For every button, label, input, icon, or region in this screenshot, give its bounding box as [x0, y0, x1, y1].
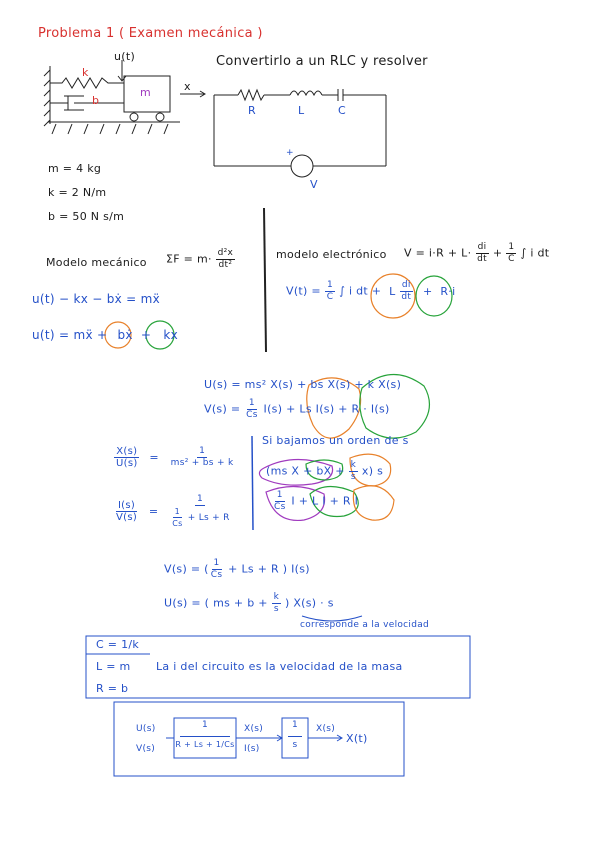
spring-label: k: [82, 66, 89, 79]
tf-2: $\frac{I(s)}{V(s)}$ = 1 $\frac{1}{Cs}$ + Ls + R: [116, 494, 230, 528]
block-output: X(t): [346, 732, 368, 745]
block-mid-top: X(s): [244, 724, 264, 734]
lower-order-label: Si bajamos un orden de s: [262, 434, 409, 447]
spring-icon: [50, 78, 124, 88]
elec-eq-2: V(t) = $\frac{1}{C}$ ∫ i dt + L $\frac{di}{dt}$ + R·i: [286, 280, 456, 302]
block-input-top: U(s): [136, 724, 156, 734]
wall-icon: [44, 66, 50, 126]
block-2-num: 1: [291, 720, 299, 730]
final-v-eq: V(s) = ( $\frac{1}{Cs}$ + Ls + R ) I(s): [164, 558, 310, 580]
resistor-icon: [238, 90, 264, 100]
block-1-den: R + Ls + 1/Cs: [175, 740, 235, 749]
block-output-top: X(s): [316, 724, 336, 734]
damper-icon: [50, 96, 124, 110]
mech-model-label: Modelo mecánico: [46, 256, 147, 269]
force-label: u(t): [114, 50, 136, 63]
source-plus: +: [286, 148, 294, 158]
rlc-circuit: [214, 89, 386, 177]
equiv-c: C = 1/k: [96, 638, 140, 651]
mech-eq-2: u(t) = mẍ + bẋ + kx: [32, 328, 179, 342]
tf-1: $\frac{X(s)}{U(s)}$ = $\frac{1}{\text{ms² + bs + k}}$: [116, 446, 234, 469]
elec-law: V = i·R + L· $\frac{di}{dt}$ + $\frac{1}{C}$ ∫ i dt: [404, 242, 550, 264]
source-label: V: [310, 178, 318, 191]
block-2-den: s: [292, 740, 298, 750]
inductor-label: L: [298, 104, 305, 117]
x-label: x: [184, 80, 191, 93]
block-input-bottom: V(s): [136, 744, 156, 754]
capacitor-label: C: [338, 104, 346, 117]
equiv-l: L = m: [96, 660, 131, 673]
param-k: k = 2 N/m: [48, 186, 107, 199]
damper-label: b: [92, 94, 100, 107]
lower-order-eq-2: $\frac{1}{Cs}$ I + L I + R I: [274, 490, 359, 512]
param-m: m = 4 kg: [48, 162, 102, 175]
equiv-r: R = b: [96, 682, 129, 695]
force-arrow-icon: [118, 60, 126, 81]
divider-line-2: [252, 436, 253, 530]
mech-law: ΣF = m· $\frac{\text{d²x}}{\text{dt²}}$: [166, 248, 234, 270]
inductor-icon: [290, 91, 322, 95]
capacitor-icon: [338, 89, 343, 101]
elec-model-label: modelo electrónico: [276, 248, 387, 261]
ground-icon: [48, 122, 180, 134]
lower-order-eq-1: (ms X + bX + $\frac{k}{s}$ x) s: [266, 460, 384, 482]
voltage-source-icon: [291, 155, 313, 177]
mass-label: m: [140, 86, 152, 99]
laplace-eq-1: U(s) = ms² X(s) + bs X(s) + k X(s): [204, 378, 402, 391]
velocity-note: corresponde a la velocidad: [300, 620, 430, 630]
block-1-fraction-bar: [180, 736, 230, 737]
laplace-eq-2: V(s) = $\frac{1}{Cs}$ I(s) + Ls I(s) + R · I(s): [204, 398, 390, 420]
convert-text: Convertirlo a un RLC y resolver: [216, 54, 428, 69]
divider-line: [264, 208, 266, 352]
final-u-eq: U(s) = ( ms + b + $\frac{k}{s}$ ) X(s) · s: [164, 592, 334, 614]
block-2-fraction-bar: [288, 736, 302, 737]
param-b: b = 50 N s/m: [48, 210, 125, 223]
page-title: Problema 1 ( Examen mecánica ): [38, 26, 263, 41]
equiv-text: La i del circuito es la velocidad de la masa: [156, 660, 403, 673]
block-mid-bottom: I(s): [244, 744, 260, 754]
resistor-label: R: [248, 104, 256, 117]
block-1-num: 1: [201, 720, 209, 730]
mech-eq-1: u(t) − kx − bẋ = mẍ: [32, 292, 160, 306]
